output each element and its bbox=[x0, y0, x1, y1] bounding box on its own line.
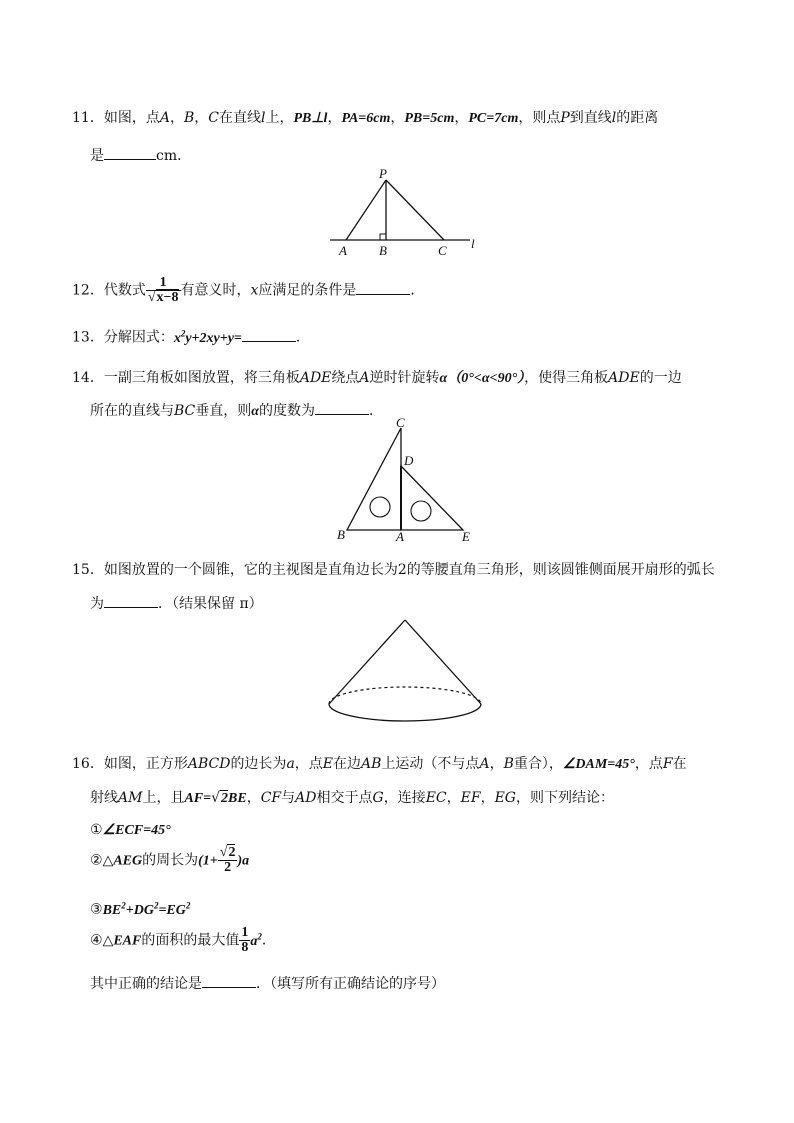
q11-figure bbox=[330, 166, 480, 260]
q14-figure bbox=[335, 415, 485, 544]
label-B: B bbox=[379, 243, 387, 258]
label-C: C bbox=[438, 243, 447, 258]
q16-line2: 射线AM上，且AF=√2BE，CF与AD相交于点G，连接EC，EF，EG，则下列结论： bbox=[90, 790, 614, 806]
q15-line2: 为 ．（结果保留 π） bbox=[90, 593, 263, 614]
label-E: E bbox=[462, 529, 470, 544]
q15-line1: 15．如图放置的一个圆锥，它的主视图是直角边长为2的等腰直角三角形，则该圆锥侧面展开扇形的弧长 bbox=[72, 562, 715, 578]
answer-blank-q14[interactable] bbox=[315, 400, 369, 415]
answer-blank-q11[interactable] bbox=[104, 145, 156, 160]
q12-line: 12．代数式 $\frac{1}{√x-8}$ 有意义时，x应满足的条件是 ． bbox=[72, 275, 425, 305]
triangle-ADE bbox=[401, 466, 463, 530]
q15-cone-figure bbox=[325, 618, 485, 738]
answer-blank-q12[interactable] bbox=[356, 280, 410, 295]
q16-conclusion-3: $③BE^2+DG^2=EG^2$ bbox=[90, 900, 191, 918]
fraction: $\frac{√2}{2}$ bbox=[219, 845, 236, 875]
label-P: P bbox=[379, 166, 387, 181]
answer-blank-q13[interactable] bbox=[242, 327, 296, 342]
right-angle-mark bbox=[380, 234, 386, 240]
label-A: A bbox=[396, 529, 404, 544]
q11-line2: 是 cm． bbox=[90, 145, 191, 166]
q13-line: 13．分解因式：$x^2y+2xy+y=$ ． bbox=[72, 328, 310, 346]
cone-base-back bbox=[329, 687, 481, 704]
answer-blank-q16[interactable] bbox=[202, 973, 256, 988]
q14-line2: 所在的直线与BC垂直，则α的度数为 ． bbox=[90, 400, 383, 422]
q16-conclusion-4: ④△EAF的面积的最大值 $\frac{1}{8}$ $a^2$． bbox=[90, 925, 276, 956]
segment-PA bbox=[346, 180, 386, 240]
cone-base-front bbox=[329, 704, 481, 721]
cone-right-edge bbox=[405, 620, 481, 704]
cone-left-edge bbox=[329, 620, 405, 704]
fraction: $\frac{1}{8}$ bbox=[241, 925, 249, 956]
fraction: $\frac{1}{√x-8}$ bbox=[147, 275, 179, 305]
q16-last-line: 其中正确的结论是 ．（填写所有正确结论的序号） bbox=[90, 973, 445, 994]
q11-line1: 11．如图，点A，B，C在直线l上，PB⊥l，PA=6cm，PB=5cm，PC=7cm，则点P到直线l的距离 bbox=[72, 110, 659, 126]
label-C: C bbox=[396, 415, 405, 430]
q14-line1: 14．一副三角板如图放置，将三角板ADE绕点A逆时针旋转α（0°<α<90°），使得三角板ADE的一边 bbox=[72, 370, 682, 386]
label-B: B bbox=[337, 527, 345, 542]
label-D: D bbox=[404, 453, 414, 468]
q16-conclusion-1: ①∠ECF=45° bbox=[90, 822, 171, 838]
label-A: A bbox=[339, 243, 347, 258]
q16-conclusion-2: ②△AEG的周长为(1+ $\frac{√2}{2}$ )a bbox=[90, 845, 250, 875]
segment-PC bbox=[386, 180, 444, 240]
label-l: l bbox=[471, 236, 475, 251]
answer-blank-q15[interactable] bbox=[104, 593, 158, 608]
q16-line1: 16．如图，正方形ABCD的边长为a，点E在边AB上运动（不与点A，B重合），∠DAM=45°，点F在 bbox=[72, 756, 687, 772]
hole-left bbox=[370, 497, 390, 517]
hole-right bbox=[411, 501, 431, 521]
